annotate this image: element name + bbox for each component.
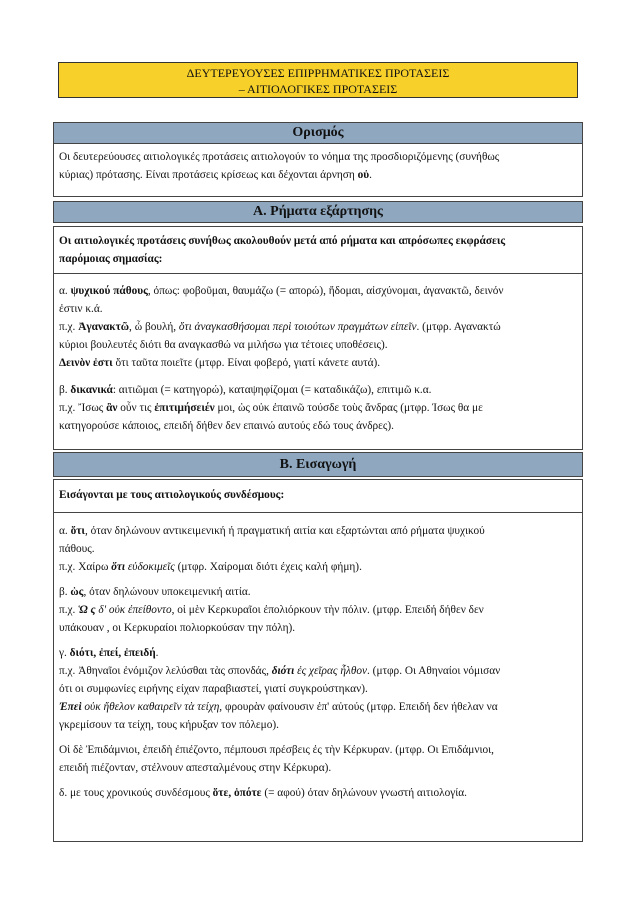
section-a-item-b: β. δικανικά: αιτιῶμαι (= κατηγορώ), καταψηφίζομαι (= καταδικάζω), επιτιμῶ κ.α. xyxy=(59,384,432,396)
section-b-item-c: γ. διότι, ἐπεί, ἐπειδή. xyxy=(59,647,159,659)
section-b-example-4: Ἐπεὶ οὐκ ἤθελον καθαιρεῖν τὰ τείχη, φρουρὰν φαίνουσιν ἐπ' αὐτούς (μτφρ. Επειδή δεν ήθελαν να xyxy=(59,701,498,713)
section-b-item-d: δ. με τους χρονικούς συνδέσμους ὅτε, ὁπότε (= αφού) όταν δηλώνουν γνωστή αιτιολογία. xyxy=(59,787,468,799)
section-a-intro-line-1: Οι αιτιολογικές προτάσεις συνήθως ακολουθούν μετά από ρήματα και απρόσωπες εκφράσεις xyxy=(59,235,506,247)
section-a-content-box xyxy=(53,273,583,450)
section-b-content-box xyxy=(53,512,583,842)
section-b-example-5-line-2: επειδή πιέζονταν, στέλνουν απεσταλμένους στην Κέρκυρα). xyxy=(59,762,332,774)
section-a-heading: Α. Ρήματα εξάρτησης xyxy=(53,201,583,223)
section-a-item-a: α. ψυχικού πάθους, όπως: φοβοῦμαι, θαυμάζω (= απορώ), ἥδομαι, αἰσχύνομαι, ἀγανακτῶ, δεινόν xyxy=(59,285,504,297)
section-b-item-a-line-2: πάθους. xyxy=(59,543,95,555)
section-b-example-4-line-2: γκρεμίσουν τα τείχη, τους κήρυξαν τον πόλεμο). xyxy=(59,719,279,731)
document-title xyxy=(58,62,578,98)
section-a-item-a-line-2: ἐστιν κ.ά. xyxy=(59,303,103,315)
section-b-example-3-line-2: ότι οι συμφωνίες ειρήνης είχαν παραβιαστεί, γιατί συγκρούστηκαν). xyxy=(59,683,368,695)
section-a-example-3: π.χ. Ἴσως ἂν οὖν τις ἐπιτιμήσειέν μοι, ὡς οὐκ ἐπαινῶ τούσδε τοὺς ἄνδρας (μτφρ. Ίσως θα με xyxy=(59,402,483,414)
section-b-example-2: π.χ. Ὡ ς δ' οὐκ ἐπείθοντο, οἱ μὲν Κερκυραῖοι ἐπολιόρκουν τὴν πόλιν. (μτφρ. Επειδή δήθεν δεν xyxy=(59,604,484,616)
title-line-1: ΔΕΥΤΕΡΕΥΟΥΣΕΣ ΕΠΙΡΡΗΜΑΤΙΚΕΣ ΠΡΟΤΑΣΕΙΣ xyxy=(186,66,450,80)
section-b-item-b: β. ὡς, όταν δηλώνουν υποκειμενική αιτία. xyxy=(59,586,251,598)
section-a-intro-line-2: παρόμοιας σημασίας: xyxy=(59,253,163,265)
section-b-example-3: π.χ. Ἀθηναῖοι ἐνόμιζον λελύσθαι τὰς σπονδάς, διότι ἐς χεῖρας ἦλθον. (μτφρ. Οι Αθηναίοι νόμισαν xyxy=(59,665,501,677)
section-a-example-2: Δεινὸν ἐστι ὅτι ταῦτα ποιεῖτε (μτφρ. Είναι φοβερό, γιατί κάνετε αυτά). xyxy=(59,357,381,369)
section-b-intro-box xyxy=(53,479,583,513)
title-line-2: – ΑΙΤΙΟΛΟΓΙΚΕΣ ΠΡΟΤΑΣΕΙΣ xyxy=(238,82,398,96)
section-b-intro: Εισάγονται με τους αιτιολογικούς συνδέσμους: xyxy=(59,489,285,501)
definition-heading: Ορισμός xyxy=(53,122,583,144)
definition-line-1: Οι δευτερεύουσες αιτιολογικές προτάσεις αιτιολογούν το νόημα της προσδιοριζόμενης (συνήθως xyxy=(59,151,500,163)
section-b-item-a: α. ὅτι, όταν δηλώνουν αντικειμενική ή πραγματική αιτία και εξαρτώνται από ρήματα ψυχικού xyxy=(59,525,485,537)
section-b-example-1: π.χ. Χαίρω ὅτι εὐδοκιμεῖς (μτφρ. Χαίρομαι διότι έχεις καλή φήμη). xyxy=(59,561,362,573)
section-a-example-1-line-2: κύριοι βουλευτές διότι θα αναγκασθώ να μιλήσω για τέτοιες υποθέσεις). xyxy=(59,339,388,351)
definition-line-2: κύριας) πρότασης. Είναι προτάσεις κρίσεως και δέχονται άρνηση οὐ. xyxy=(59,169,372,181)
section-b-heading: Β. Εισαγωγή xyxy=(53,452,583,477)
section-b-example-2-line-2: υπάκουαν , οι Κερκυραίοι πολιορκούσαν την πόλη). xyxy=(59,622,296,634)
section-a-intro-box xyxy=(53,226,583,274)
section-a-example-1: π.χ. Ἀγανακτῶ, ὦ βουλή, ὅτι ἀναγκασθήσομαι περὶ τοιούτων πραγμάτων εἰπεῖν. (μτφρ. Αγανακτώ xyxy=(59,321,501,333)
definition-box xyxy=(53,143,583,197)
section-b-example-5: Οἱ δὲ Ἐπιδάμνιοι, ἐπειδὴ ἐπιέζοντο, πέμπουσι πρέσβεις ἐς τὴν Κέρκυραν. (μτφρ. Οι Επιδάμνιοι, xyxy=(59,744,495,756)
section-a-example-3-line-2: κατηγορούσε κάποιος, επειδή δήθεν δεν επαινώ αυτούς εδώ τους άνδρες). xyxy=(59,420,394,432)
